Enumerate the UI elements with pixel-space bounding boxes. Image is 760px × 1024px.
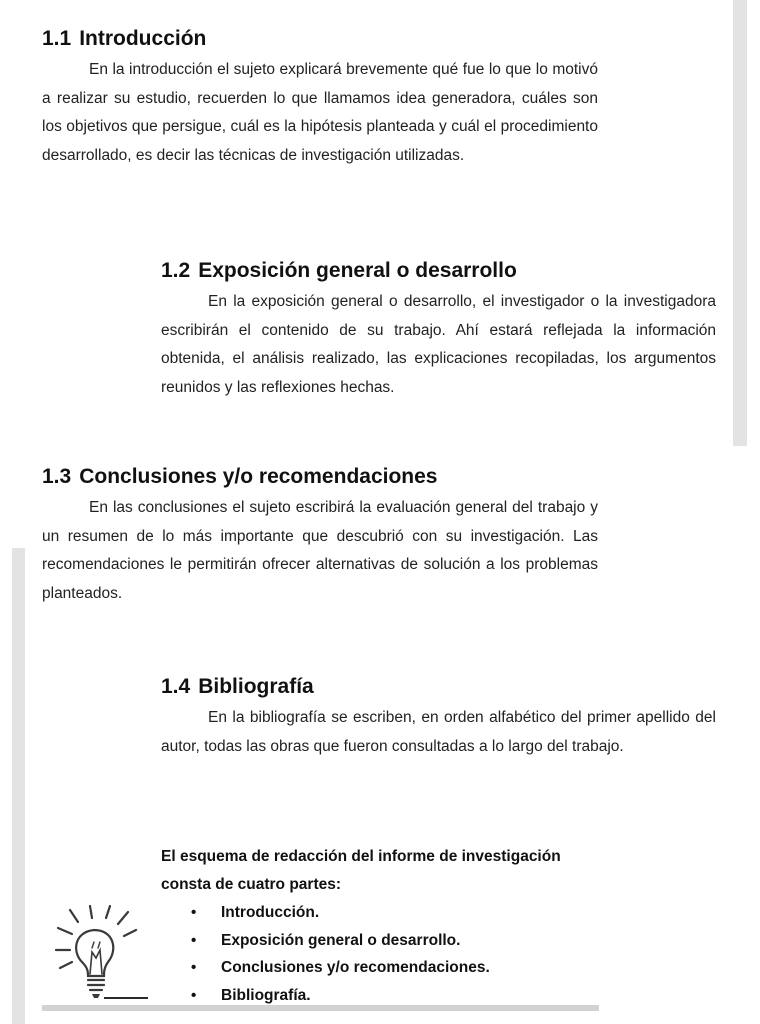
section-bibliografia xyxy=(161,674,716,761)
list-item xyxy=(191,954,606,982)
summary-list xyxy=(161,899,606,1009)
section-body: En las conclusiones el sujeto escribirá la evaluación general del trabajo y un resumen de lo más importante que descubrió con su investigación. Las recomendaciones le permitirán ofrecer alternativas de solución a los problemas planteados. xyxy=(42,499,598,602)
bullet-icon: • xyxy=(191,904,197,921)
summary-box xyxy=(161,843,606,1009)
section-heading xyxy=(161,258,716,284)
list-item-text: Bibliografía. xyxy=(221,986,311,1004)
section-number: 1.2 xyxy=(161,259,191,282)
bullet-icon: • xyxy=(191,986,197,1004)
summary-box-bottom-rule xyxy=(42,1005,599,1011)
section-number: 1.1 xyxy=(42,27,72,50)
list-item xyxy=(191,899,606,927)
section-number: 1.3 xyxy=(42,465,72,488)
section-body: En la bibliografía se escriben, en orden alfabético del primer apellido del autor, todas las obras que fueron consultadas a lo largo del trabajo. xyxy=(161,709,716,755)
list-item xyxy=(191,927,606,955)
summary-intro: El esquema de redacción del informe de investigación consta de cuatro partes: xyxy=(161,848,561,893)
section-heading xyxy=(161,674,716,700)
section-body: En la introducción el sujeto explicará brevemente qué fue lo que lo motivó a realizar su estudio, recuerden lo que llamamos idea generadora, cuáles son los objetivos que persigue, cuál es la hipótesis planteada y cuál el procedimiento desarrollado, es decir las técnicas de investigación utilizadas. xyxy=(42,61,598,164)
section-number: 1.4 xyxy=(161,675,191,698)
bullet-icon: • xyxy=(191,931,197,949)
lightbulb-icon xyxy=(52,902,152,1002)
section-heading xyxy=(42,464,598,490)
section-title: Conclusiones y/o recomendaciones xyxy=(79,465,438,488)
section-title: Bibliografía xyxy=(198,675,314,698)
section-title: Exposición general o desarrollo xyxy=(198,259,517,282)
section-exposicion xyxy=(161,258,716,402)
list-item-text: Exposición general o desarrollo. xyxy=(221,931,461,949)
bullet-icon: • xyxy=(191,959,197,976)
section-introduccion xyxy=(42,26,598,170)
section-body: En la exposición general o desarrollo, el investigador o la investigadora escribirán el contenido de su trabajo. Ahí estará reflejada la información obtenida, el análisis realizado, las explicaciones recopiladas, los argumentos reunidos y las reflexiones hechas. xyxy=(161,293,716,396)
list-item-text: Introducción. xyxy=(221,904,320,921)
section-heading xyxy=(42,26,598,52)
decorative-bar-left xyxy=(12,548,25,1024)
section-conclusiones xyxy=(42,464,598,608)
decorative-bar-right xyxy=(733,0,747,446)
list-item-text: Conclusiones y/o recomendaciones. xyxy=(221,959,490,976)
section-title: Introducción xyxy=(79,27,207,50)
